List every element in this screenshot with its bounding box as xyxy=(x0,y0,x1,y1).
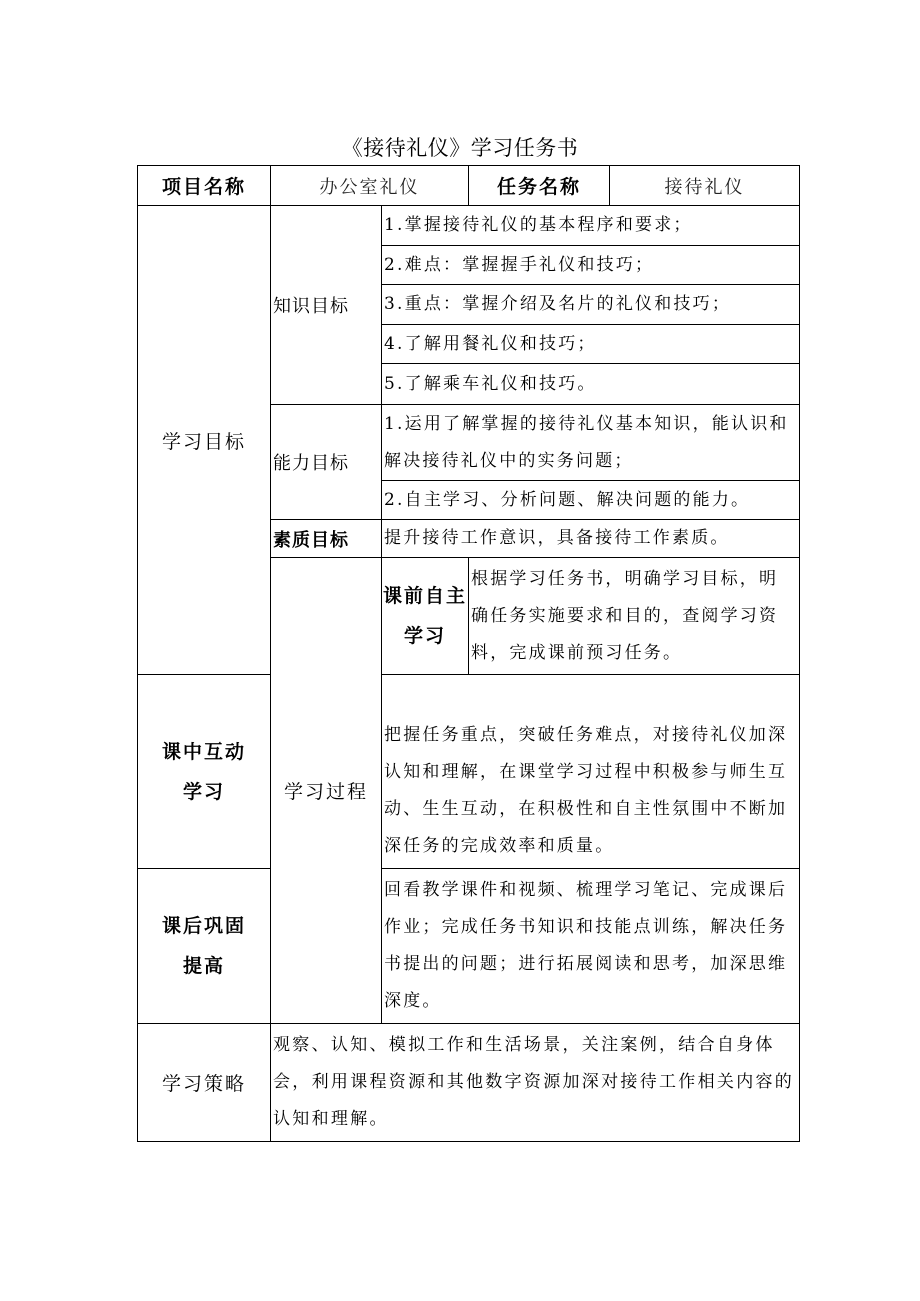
knowledge-goal-item: 3.重点：掌握介绍及名片的礼仪和技巧； xyxy=(382,285,800,325)
quality-goal-label: 素质目标 xyxy=(271,520,382,558)
learning-strategy-label: 学习策略 xyxy=(138,1024,271,1142)
pre-class-label-line1: 课前自主 xyxy=(382,585,467,607)
after-class-label xyxy=(138,869,271,1024)
page-title: 《接待礼仪》学习任务书 xyxy=(341,136,579,160)
ability-goal-item: 2.自主学习、分析问题、解决问题的能力。 xyxy=(382,481,800,520)
ability-goal-item: 1.运用了解掌握的接待礼仪基本知识，能认识和解决接待礼仪中的实务问题； xyxy=(382,405,800,481)
learning-strategy-text: 观察、认知、模拟工作和生活场景，关注案例，结合自身体会，利用课程资源和其他数字资源加深对接待工作相关内容的认知和理解。 xyxy=(271,1024,800,1142)
after-class-label-line1: 课后巩固 xyxy=(161,915,246,937)
in-class-label-line2: 学习 xyxy=(182,780,225,803)
knowledge-goal-item: 2.难点：掌握握手礼仪和技巧； xyxy=(382,246,800,285)
project-name-value: 办公室礼仪 xyxy=(271,166,469,206)
task-table xyxy=(137,165,800,1142)
header-row xyxy=(138,166,800,206)
pre-class-text: 根据学习任务书，明确学习目标，明确任务实施要求和目的，查阅学习资料，完成课前预习任务。 xyxy=(469,558,800,675)
after-class-label-line2: 提高 xyxy=(182,955,225,977)
in-class-text: 把握任务重点，突破任务难点，对接待礼仪加深认知和理解，在课堂学习过程中积极参与师生互动、生生互动，在积极性和自主性氛围中不断加深任务的完成效率和质量。 xyxy=(382,675,800,869)
after-class-text: 回看教学课件和视频、梳理学习笔记、完成课后作业；完成任务书知识和技能点训练，解决任务书提出的问题；进行拓展阅读和思考，加深思维深度。 xyxy=(382,869,800,1024)
in-class-label-line1: 课中互动 xyxy=(161,740,246,763)
task-name-value: 接待礼仪 xyxy=(610,166,800,206)
project-name-label: 项目名称 xyxy=(138,166,271,206)
knowledge-goal-item: 1.掌握接待礼仪的基本程序和要求； xyxy=(382,206,800,246)
quality-goal-text: 提升接待工作意识，具备接待工作素质。 xyxy=(382,520,800,558)
in-class-label xyxy=(138,675,271,869)
knowledge-goal-label: 知识目标 xyxy=(271,206,382,405)
ability-goal-label: 能力目标 xyxy=(271,405,382,520)
knowledge-goal-item: 4.了解用餐礼仪和技巧； xyxy=(382,325,800,364)
knowledge-goal-item: 5.了解乘车礼仪和技巧。 xyxy=(382,364,800,405)
learning-process-label: 学习过程 xyxy=(271,558,382,1024)
task-name-label: 任务名称 xyxy=(469,166,610,206)
pre-class-label xyxy=(382,558,469,675)
pre-class-label-line2: 学习 xyxy=(403,625,446,647)
learning-goals-label: 学习目标 xyxy=(138,206,271,675)
